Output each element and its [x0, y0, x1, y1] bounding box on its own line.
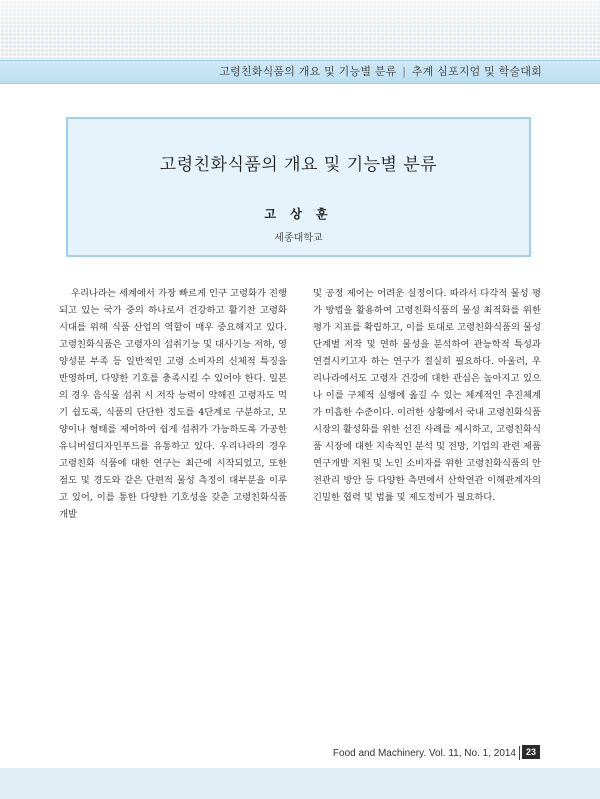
author-affiliation: 세종대학교 [274, 233, 323, 244]
journal-citation: Food and Machinery. Vol. 11, No. 1, 2014 [332, 748, 516, 759]
body-paragraph-left: 우리나라는 세계에서 가장 빠르게 인구 고령화가 진행되고 있는 국가 중의 하나로서 건강하고 활기찬 고령화 시대를 위해 식품 산업의 역할이 매우 중요해지고 있다. 고령친화식품은 고령자의 섭취기능 및 대사기능 저하, 영양성분 부족 등 일반적인 고령 소비자의 신체적 특징을 반영하며, 다양한 기호를 충족시킬 수 있어야 한다. 일본의 경우 음식물 섭취 시 저작 능력이 약해진 고령자도 먹기 쉽도록, 식품의 단단한 정도를 4단계로 구분하고, 모양이나 형태를 제어하여 쉽게 섭취가 가능하도록 가공한 유니버설디자인푸드를 유통하고 있다. 우리나라의 경우 고령친화 식품에 대한 연구는 최근에 시작되었고, 또한 점도 및 경도와 같은 단편적 물성 측정이 대부분을 이루고 있어, 이를 통한 다양한 기호성을 갖춘 고령친화식품 개발 [59, 288, 287, 520]
title-box [66, 117, 531, 257]
body-paragraph-right: 및 공정 제어는 어려운 실정이다. 따라서 다각적 물성 평가 방법을 활용하여 고령친화식품의 물성 최적화를 위한 평가 지표를 확립하고, 이를 토대로 고령친화식품의 물성 단계별 저작 및 연하 물성을 분석하여 관능학적 특성과 연결시키고자 하는 연구가 절실히 필요하다. 아울러, 우리나라에서도 고령자 건강에 대한 관심은 높아지고 있으나 이를 구체적 실행에 옮길 수 있는 체계적인 추진체계가 미흡한 수준이다. 이러한 상황에서 국내 고령친화식품 시장의 활성화를 위한 선진 사례를 제시하고, 고령친화식품 시장에 대한 지속적인 분석 및 전망, 기업의 관련 제품 연구개발 지원 및 노인 소비자를 위한 고령친화식품의 안전관리 방안 등 다양한 측면에서 산학연관 이해관계자의 긴밀한 협력 및 법률 및 제도정비가 필요하다. [313, 288, 541, 503]
article-title: 고령친화식품의 개요 및 기능별 분류 [159, 155, 438, 175]
footer-divider [519, 746, 520, 760]
running-section: 추계 심포지엄 및 학술대회 [411, 65, 542, 78]
running-header [219, 63, 542, 79]
page-number: 23 [522, 745, 540, 759]
header-fade [0, 0, 600, 60]
body-column-right [313, 285, 541, 506]
footer-band [0, 768, 600, 799]
running-header-separator: | [402, 65, 407, 78]
body-column-left [59, 285, 287, 523]
running-title: 고령친화식품의 개요 및 기능별 분류 [219, 65, 397, 78]
author-name: 고 상 훈 [264, 207, 333, 221]
